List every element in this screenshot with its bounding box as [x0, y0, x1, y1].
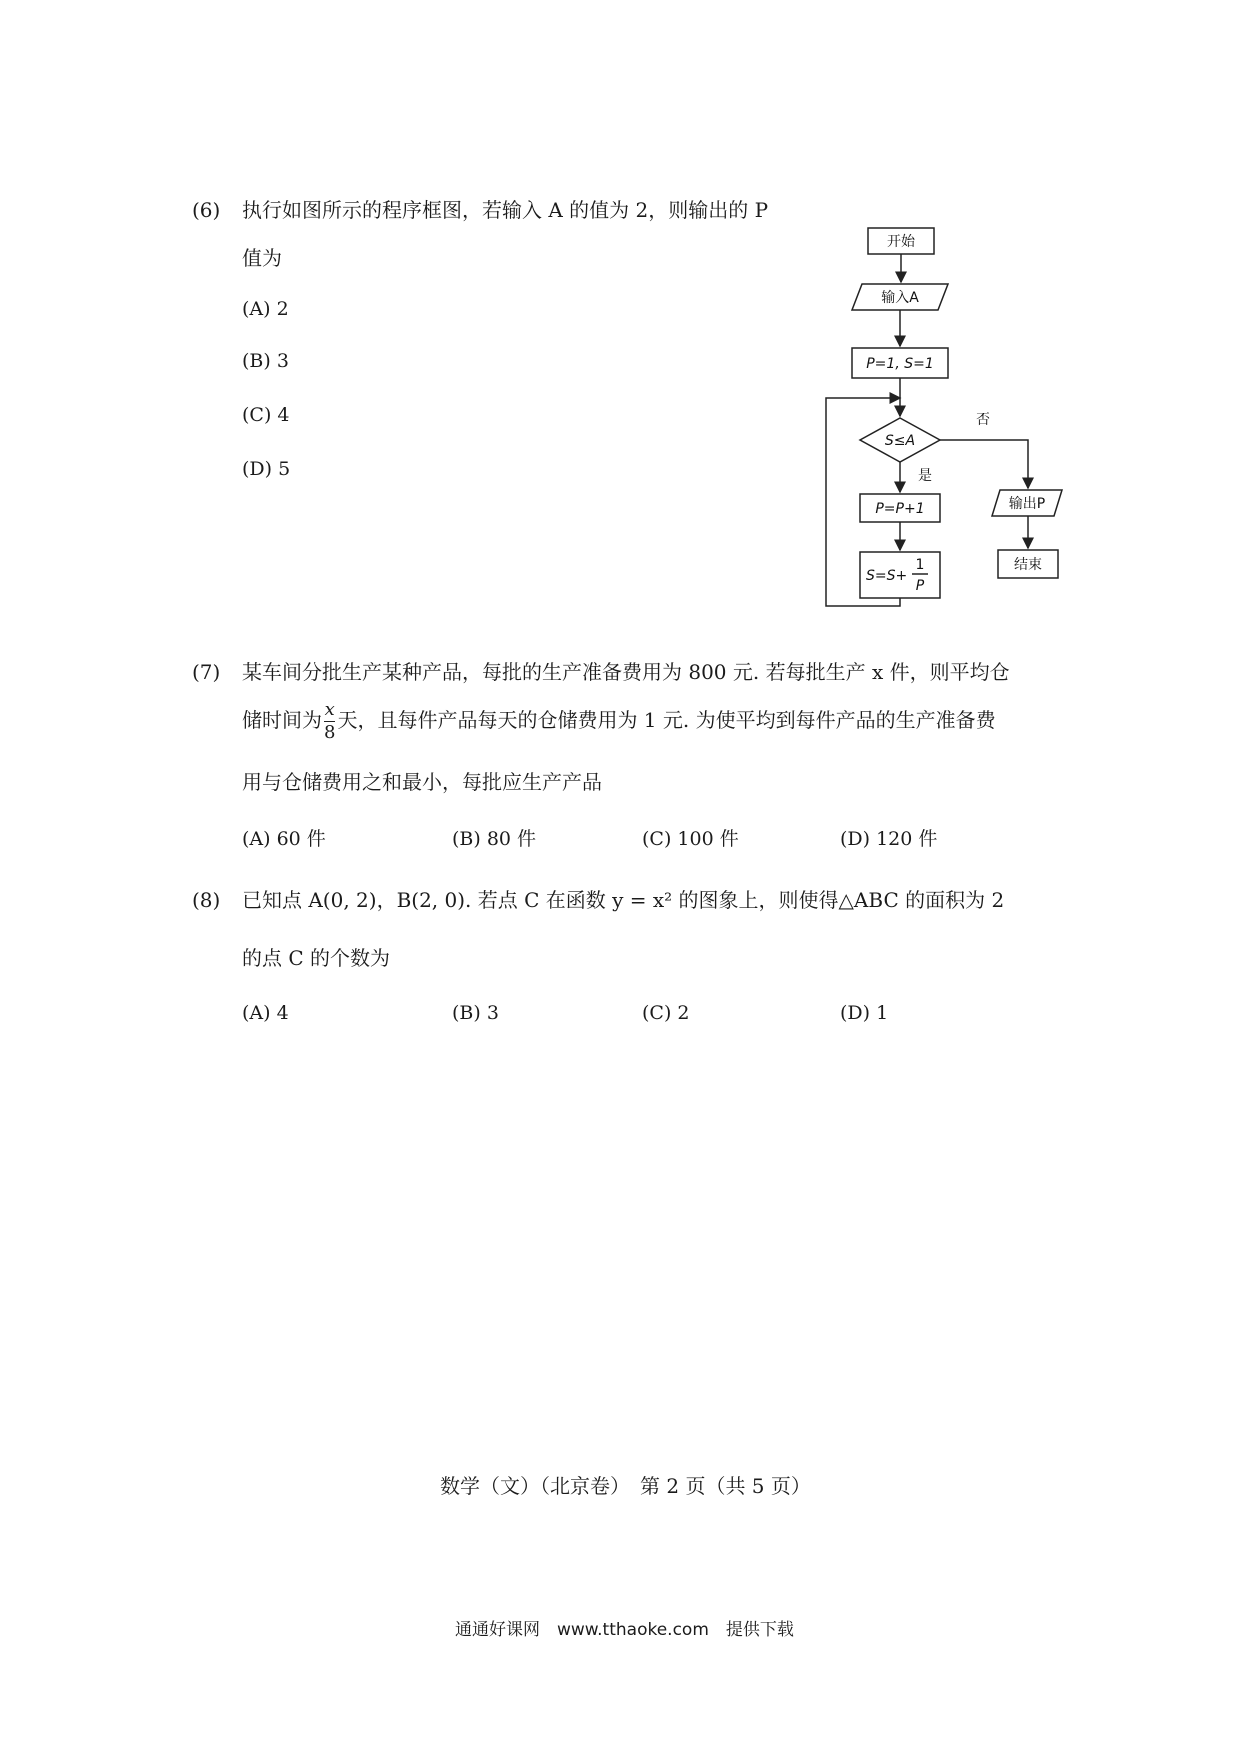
q6-stem-line2: 值为: [242, 246, 282, 270]
q6-text-line1: 执行如图所示的程序框图，若输入 A 的值为 2，则输出的 P: [242, 198, 769, 222]
flowchart-yes-label: 是: [918, 468, 932, 484]
q6-stem-line1: [192, 196, 768, 224]
q8-option-d: (D) 1: [840, 1002, 889, 1024]
q7-option-d: (D) 120 件: [840, 828, 938, 850]
flowchart-step2-numerator: 1: [915, 557, 925, 573]
q6-option-d: (D) 5: [242, 458, 291, 480]
flowchart-end-label: 结束: [1014, 557, 1042, 573]
q8-stem-line2: 的点 C 的个数为: [242, 946, 391, 970]
q8-number: (8): [192, 888, 221, 912]
page-footer: 数学（文）（北京卷） 第 2 页（共 5 页）: [440, 1474, 811, 1498]
q6-option-a: (A) 2: [242, 298, 289, 320]
q7-option-b: (B) 80 件: [452, 828, 537, 850]
flowchart-input-label: 输入A: [881, 290, 919, 306]
flowchart-output-label: 输出P: [1008, 496, 1046, 512]
q7-fraction: [324, 700, 335, 743]
q6-option-b: (B) 3: [242, 350, 289, 372]
q7-text-line2-post: 天，且每件产品每天的仓储费用为 1 元. 为使平均到每件产品的生产准备费: [337, 708, 996, 732]
q8-text-line1: 已知点 A(0, 2)，B(2, 0). 若点 C 在函数 y = x² 的图象上，则使得△ABC 的面积为 2: [242, 888, 1005, 912]
flowchart-step2-prefix: S=S+: [866, 568, 908, 584]
q7-option-c: (C) 100 件: [642, 828, 739, 850]
q7-number: (7): [192, 660, 221, 684]
q8-stem-line1: [192, 886, 1004, 914]
q7-option-a: (A) 60 件: [242, 828, 326, 850]
flowchart-no-branch-line: [940, 440, 1028, 488]
flowchart-start-label: 开始: [887, 234, 915, 250]
q8-option-b: (B) 3: [452, 1002, 499, 1024]
flowchart-step1-label: P=P+1: [875, 501, 925, 517]
q7-stem-line1: [192, 658, 1010, 686]
q8-option-a: (A) 4: [242, 1002, 289, 1024]
flowchart-step2-denominator: P: [915, 578, 925, 594]
q8-option-c: (C) 2: [642, 1002, 690, 1024]
q7-fraction-numerator: x: [324, 699, 335, 720]
download-credit: 通通好课网 www.tthaoke.com 提供下载: [455, 1620, 794, 1640]
q7-stem-line3: 用与仓储费用之和最小，每批应生产产品: [242, 770, 602, 794]
q7-text-line2-pre: 储时间为: [242, 708, 322, 732]
flowchart-init-label: P=1, S=1: [866, 356, 934, 372]
q7-fraction-denominator: 8: [324, 722, 336, 743]
program-flowchart: [800, 210, 1090, 610]
q7-stem-line2: [242, 700, 996, 743]
flowchart-condition-label: S≤A: [884, 433, 916, 449]
q6-number: (6): [192, 198, 221, 222]
flowchart-no-label: 否: [976, 412, 990, 428]
q6-option-c: (C) 4: [242, 404, 290, 426]
q7-text-line1: 某车间分批生产某种产品，每批的生产准备费用为 800 元. 若每批生产 x 件，则平均仓: [242, 660, 1010, 684]
